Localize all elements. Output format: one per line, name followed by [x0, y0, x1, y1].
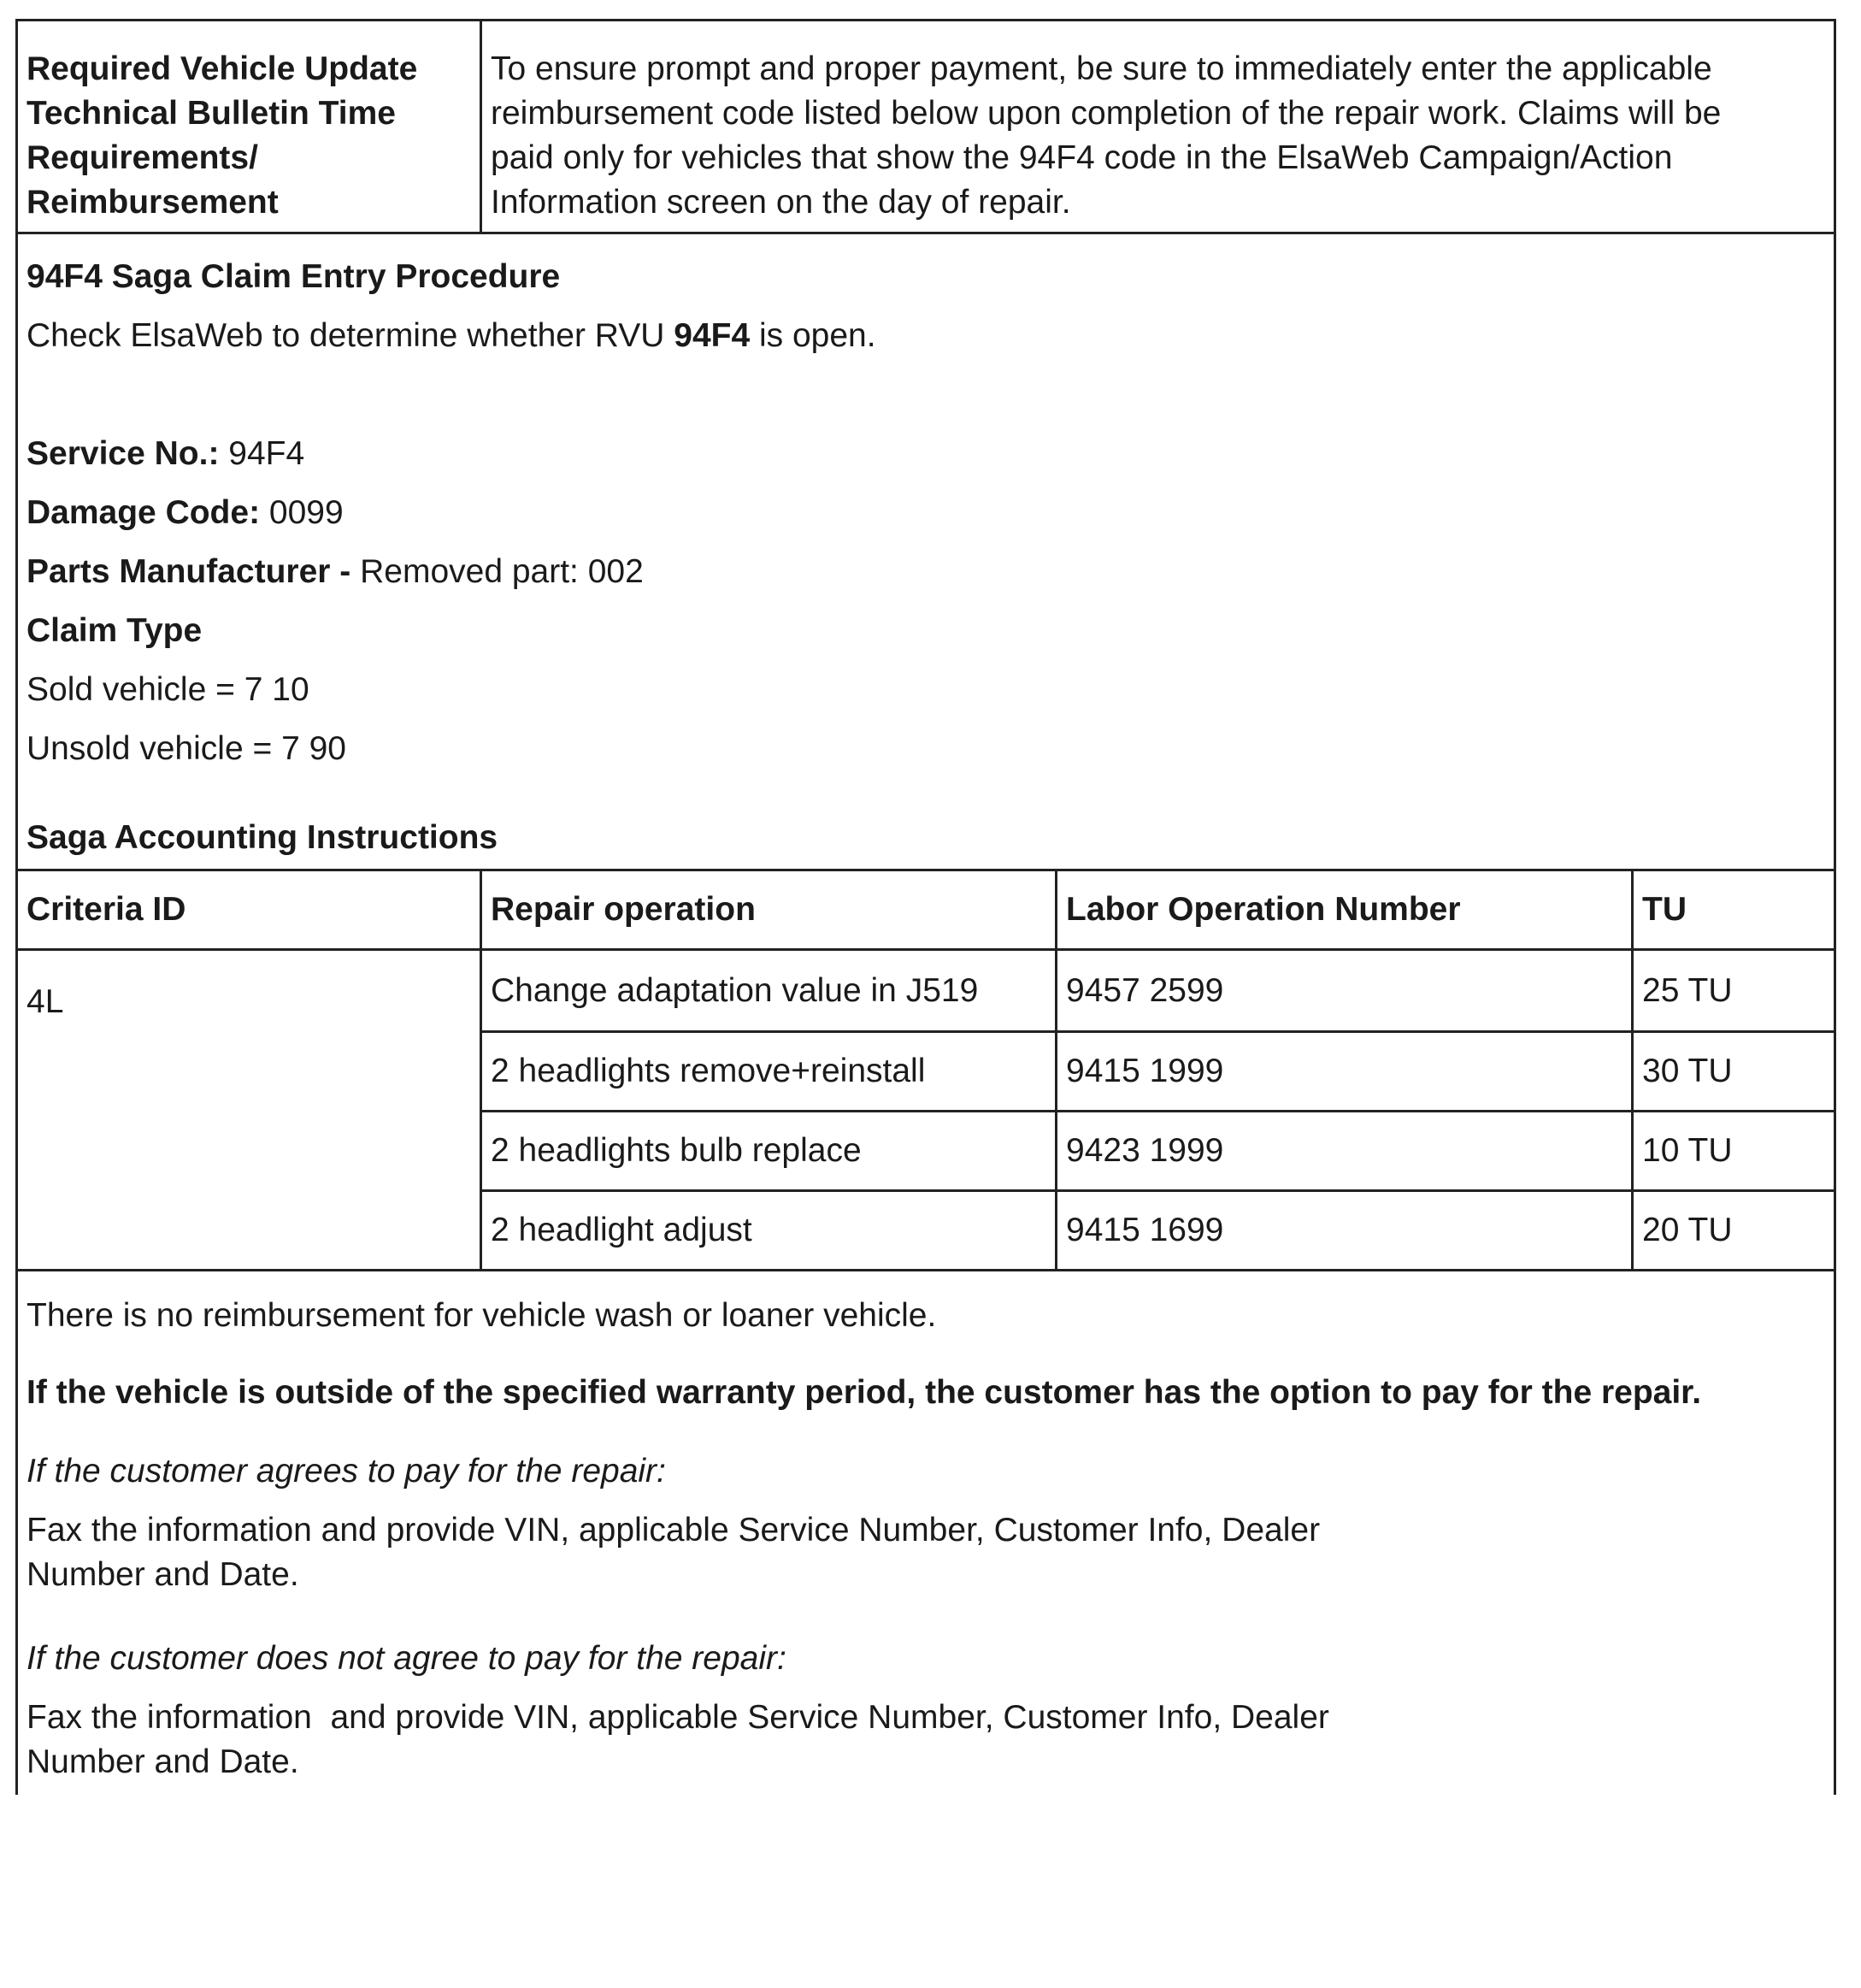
reimbursement-label-line: Reimbursement [27, 184, 279, 221]
column-header-criteria-id: Criteria ID [18, 871, 482, 948]
agrees-heading: If the customer agrees to pay for the repair: [27, 1453, 666, 1490]
tu-cell: 25 TU [1642, 971, 1733, 1009]
check-code: 94F4 [674, 317, 751, 354]
warranty-note: If the vehicle is outside of the specified warranty period, the customer has the option to pay for the repair. [27, 1374, 1702, 1411]
sold-vehicle-code: Sold vehicle = 7 10 [27, 671, 309, 708]
spacer [27, 358, 1825, 432]
reimbursement-description-line: reimbursement code listed below upon completion of the repair work. Claims will be [491, 95, 1722, 132]
repair-operations [482, 951, 1834, 1269]
tu-cell: 20 TU [1642, 1212, 1733, 1248]
disagrees-instruction-line: Number and Date. [27, 1743, 299, 1780]
damage-code [27, 491, 1825, 535]
table-row [482, 1189, 1834, 1269]
tu-cell: 10 TU [1642, 1132, 1733, 1169]
procedure-title: 94F4 Saga Claim Entry Procedure [27, 258, 561, 295]
claim-type-label: Claim Type [27, 612, 203, 649]
reimbursement-header-row [18, 21, 1836, 234]
check-suffix: is open. [750, 317, 876, 354]
notes-row [18, 1271, 1836, 1795]
spacer [27, 771, 1825, 816]
reimbursement-description-line: Information screen on the day of repair. [491, 184, 1071, 221]
reimbursement-description-line: To ensure prompt and proper payment, be sure to immediately enter the applicable [491, 50, 1712, 87]
bulletin-document [15, 19, 1836, 1795]
accounting-table-body [18, 951, 1836, 1271]
reimbursement-label-line: Requirements/ [27, 139, 258, 176]
parts-manufacturer-label: Parts Manufacturer - [27, 553, 351, 590]
parts-manufacturer [27, 550, 1825, 594]
repair-operation-cell: Change adaptation value in J519 [482, 951, 1057, 1030]
damage-code-value: 0099 [260, 494, 344, 531]
repair-operation-cell: 2 headlights bulb replace [482, 1112, 1057, 1189]
service-number-value: 94F4 [219, 435, 305, 472]
labor-op-number-cell: 9457 2599 [1057, 951, 1634, 1030]
notes-cell [18, 1271, 1834, 1795]
check-prefix: Check ElsaWeb to determine whether RVU [27, 317, 674, 354]
repair-operation-cell: 2 headlight adjust [482, 1192, 1057, 1269]
table-row [482, 1110, 1834, 1189]
labor-op-number-cell: 9415 1699 [1057, 1192, 1634, 1269]
no-reimbursement-note: There is no reimbursement for vehicle wash or loaner vehicle. [27, 1297, 937, 1334]
column-header-repair-operation: Repair operation [482, 871, 1057, 948]
column-header-labor-op-number: Labor Operation Number [1057, 871, 1634, 948]
table-row [482, 951, 1834, 1030]
labor-op-number-cell: 9423 1999 [1057, 1112, 1634, 1189]
unsold-vehicle-code: Unsold vehicle = 7 90 [27, 730, 346, 767]
service-number [27, 432, 1825, 476]
labor-op-number-cell: 9415 1999 [1057, 1033, 1634, 1110]
agrees-instruction-line: Fax the information and provide VIN, applicable Service Number, Customer Info, Dealer [27, 1512, 1321, 1549]
reimbursement-description-cell [482, 21, 1834, 232]
claim-procedure-row [18, 234, 1836, 871]
reimbursement-label-line: Technical Bulletin Time [27, 95, 396, 132]
column-header-tu: TU [1642, 891, 1687, 928]
repair-operation-cell: 2 headlights remove+reinstall [482, 1033, 1057, 1110]
disagrees-instruction-line: Fax the information and provide VIN, applicable Service Number, Customer Info, Dealer [27, 1699, 1329, 1736]
criteria-id-cell: 4L [18, 951, 482, 1269]
reimbursement-label-line: Required Vehicle Update [27, 50, 418, 87]
reimbursement-description-line: paid only for vehicles that show the 94F4 code in the ElsaWeb Campaign/Action [491, 139, 1673, 176]
claim-procedure-cell [18, 234, 1834, 869]
damage-code-label: Damage Code: [27, 494, 261, 531]
elsaweb-check-text [27, 314, 1825, 358]
agrees-instruction-line: Number and Date. [27, 1556, 299, 1593]
accounting-table-header [18, 871, 1836, 951]
reimbursement-label-cell [18, 21, 482, 232]
tu-cell: 30 TU [1642, 1053, 1733, 1089]
parts-manufacturer-value: Removed part: 002 [350, 553, 644, 590]
disagrees-heading: If the customer does not agree to pay for the repair: [27, 1640, 786, 1677]
table-row [482, 1030, 1834, 1110]
accounting-title: Saga Accounting Instructions [27, 819, 498, 856]
service-number-label: Service No.: [27, 435, 220, 472]
